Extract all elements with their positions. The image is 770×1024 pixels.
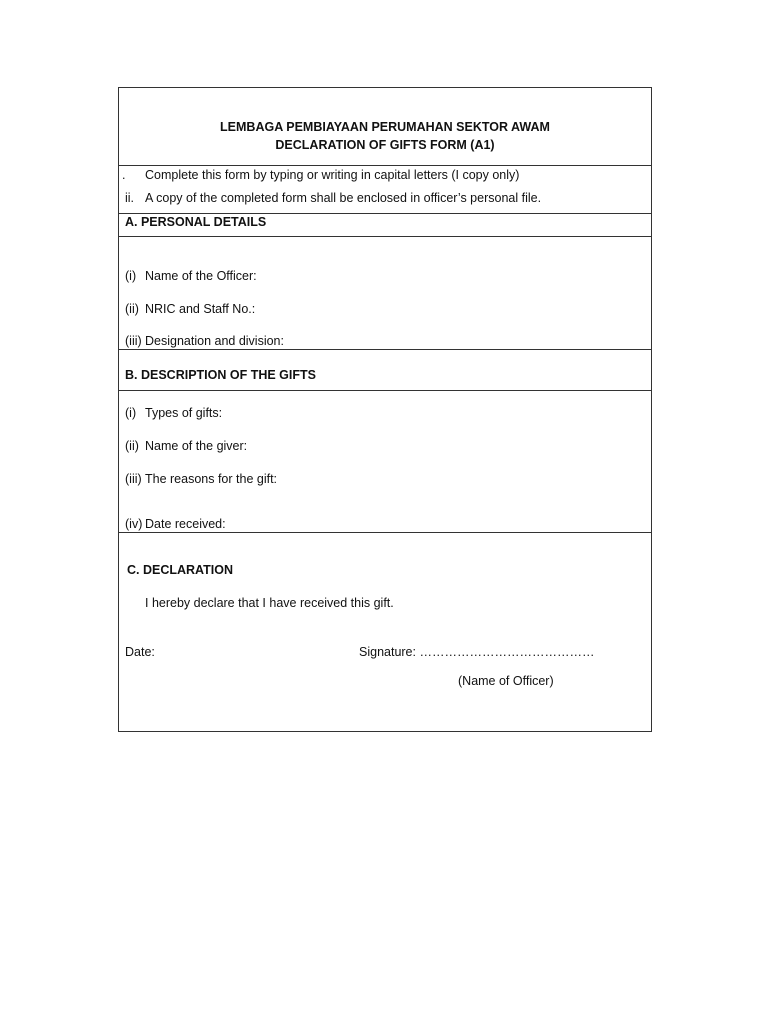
officer-name-field[interactable]: Name of the Officer: bbox=[145, 269, 257, 283]
designation-field[interactable]: Designation and division: bbox=[145, 334, 284, 348]
gift-type-field[interactable]: Types of gifts: bbox=[145, 406, 223, 420]
divider bbox=[119, 390, 651, 391]
declaration-form bbox=[118, 87, 652, 732]
section-b-title: B. DESCRIPTION OF THE GIFTS bbox=[125, 368, 316, 382]
field-number: (iii) bbox=[125, 472, 142, 486]
field-number: (ii) bbox=[125, 302, 139, 316]
gift-reason-field[interactable]: The reasons for the gift: bbox=[145, 472, 278, 486]
field-number: (iv) bbox=[125, 517, 143, 531]
divider bbox=[119, 349, 651, 350]
field-number: (i) bbox=[125, 269, 137, 283]
section-c-title: C. DECLARATION bbox=[127, 563, 234, 577]
officer-name-caption: (Name of Officer) bbox=[458, 674, 554, 688]
divider bbox=[119, 213, 651, 214]
divider bbox=[119, 165, 651, 166]
signature-field[interactable]: Signature: …………………………………… bbox=[359, 645, 595, 659]
field-number: (i) bbox=[125, 406, 137, 420]
organization-name: LEMBAGA PEMBIAYAAN PERUMAHAN SEKTOR AWAM bbox=[220, 120, 550, 134]
nric-staff-field[interactable]: NRIC and Staff No.: bbox=[145, 302, 256, 316]
date-field[interactable]: Date: bbox=[125, 645, 155, 659]
field-number: (iii) bbox=[125, 334, 142, 348]
form-title: DECLARATION OF GIFTS FORM (A1) bbox=[275, 138, 495, 152]
instruction-text: Complete this form by typing or writing in capital letters (I copy only) bbox=[145, 168, 520, 182]
instruction-number: . bbox=[122, 168, 126, 182]
instruction-number: ii. bbox=[125, 191, 135, 205]
section-a-title: A. PERSONAL DETAILS bbox=[125, 215, 267, 229]
field-number: (ii) bbox=[125, 439, 139, 453]
instruction-text: A copy of the completed form shall be enclosed in officer’s personal file. bbox=[145, 191, 542, 205]
giver-name-field[interactable]: Name of the giver: bbox=[145, 439, 248, 453]
date-received-field[interactable]: Date received: bbox=[145, 517, 226, 531]
declaration-statement: I hereby declare that I have received this gift. bbox=[145, 596, 394, 610]
divider bbox=[119, 532, 651, 533]
divider bbox=[119, 236, 651, 237]
